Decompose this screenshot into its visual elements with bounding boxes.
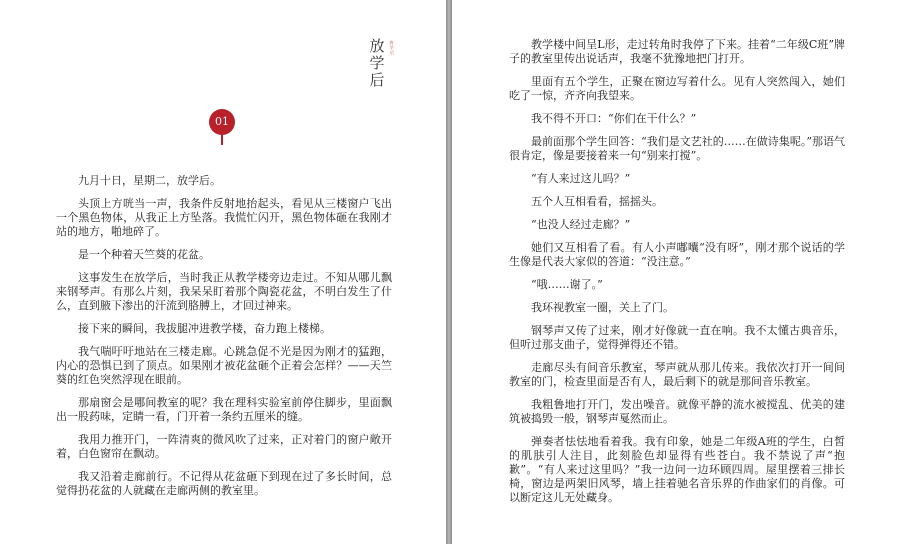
paragraph: 我用力推开门，一阵清爽的微风吹了过来，正对着门的窗户敞开着，白色窗帘在飘动。 bbox=[56, 433, 392, 460]
chapter-number-badge: 01 bbox=[209, 109, 235, 135]
paragraph: 九月十日，星期二，放学后。 bbox=[78, 174, 221, 187]
paragraph: 我又沿着走廊前行。不记得从花盆砸下到现在过了多长时间，总觉得扔花盆的人就藏在走廊两侧的教室里。 bbox=[56, 470, 392, 497]
paragraph: 里面有五个学生，正聚在窗边写着什么。见有人突然闯入，她们吃了一惊，齐齐向我望来。 bbox=[509, 75, 845, 102]
paragraph: 头顶上方咣当一声，我条件反射地抬起头，看见从三楼窗户飞出一个黑色物体，从我正上方坠落。我慌忙闪开，黑色物体砸在我刚才站的地方，啪地碎了。 bbox=[56, 197, 392, 238]
paragraph: 这事发生在放学后，当时我正从教学楼旁边走过。不知从哪儿飘来钢琴声。有那么片刻，我呆呆盯着那个陶瓷花盆，不明白发生了什么，直到腋下渗出的汗流到胳膊上，才回过神来。 bbox=[56, 271, 392, 312]
paragraph: “也没人经过走廊？” bbox=[531, 218, 631, 231]
paragraph: 教学楼中间呈L形，走过转角时我停了下来。挂着“二年级C班”牌子的教室里传出说话声，我毫不犹豫地把门打开。 bbox=[509, 38, 845, 65]
chapter-subtitle: 放·学·后 bbox=[389, 40, 395, 55]
left-page-body bbox=[56, 174, 392, 507]
paragraph: 我不得不开口：“你们在干什么？” bbox=[531, 112, 697, 125]
paragraph: 走廊尽头有间音乐教室，琴声就从那儿传来。我依次打开一间间教室的门，检查里面是否有人，最后剩下的就是那间音乐教室。 bbox=[509, 361, 845, 388]
paragraph: 是一个种着天竺葵的花盆。 bbox=[78, 248, 210, 261]
chapter-badge-stem bbox=[221, 134, 223, 145]
paragraph: 最前面那个学生回答：“我们是文艺社的……在做诗集呢。”那语气很肯定，像是要接着来一句“别来打搅”。 bbox=[509, 135, 845, 162]
paragraph: 我粗鲁地打开门，发出噪音。就像平静的流水被搅乱、优美的建筑被捣毁一般，钢琴声戛然而止。 bbox=[509, 398, 845, 425]
right-page-body bbox=[509, 38, 845, 514]
left-page bbox=[0, 0, 446, 544]
paragraph: 我环视教室一圈，关上了门。 bbox=[531, 301, 674, 314]
paragraph: 钢琴声又传了过来，刚才好像就一直在响。我不太懂古典音乐，但听过那支曲子，觉得弹得还不错。 bbox=[509, 324, 845, 351]
paragraph: 她们又互相看了看。有人小声嘟囔“没有呀”，刚才那个说话的学生像是代表大家似的答道：“没注意。” bbox=[509, 241, 845, 268]
chapter-title: 放学后 bbox=[369, 37, 385, 89]
paragraph: 接下来的瞬间，我拔腿冲进教学楼，奋力跑上楼梯。 bbox=[78, 322, 331, 335]
paragraph: 那扇窗会是哪间教室的呢？我在理科实验室前停住脚步，里面飘出一股药味，定睛一看，门开着一条约五厘米的缝。 bbox=[56, 396, 392, 423]
paragraph: 五个人互相看看，摇摇头。 bbox=[531, 195, 663, 208]
paragraph: “哦……谢了。” bbox=[531, 278, 603, 291]
paragraph: “有人来过这儿吗？” bbox=[531, 172, 631, 185]
paragraph: 弹奏者怯怯地看着我。我有印象，她是二年级A班的学生，白皙的肌肤引人注目，此刻脸色却显得有些苍白。我不禁说了声“抱歉”。“有人来过这里吗？”我一边问一边环顾四周。屋里摆着三排长椅，窗边是两架旧风琴，墙上挂着驰名音乐界的作曲家们的肖像。可以断定这儿无处藏身。 bbox=[509, 435, 845, 504]
paragraph: 我气喘吁吁地站在三楼走廊。心跳急促不光是因为刚才的猛跑，内心的恐惧已到了顶点。如果刚才被花盆砸个正着会怎样？——天竺葵的红色突然浮现在眼前。 bbox=[56, 345, 392, 386]
